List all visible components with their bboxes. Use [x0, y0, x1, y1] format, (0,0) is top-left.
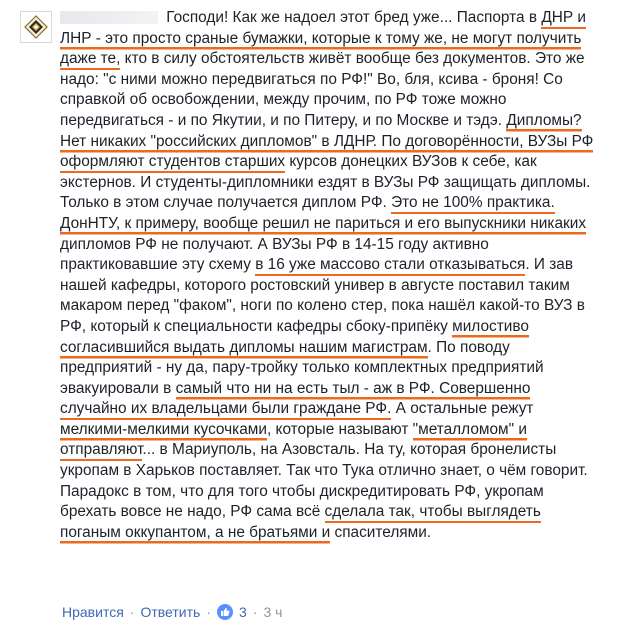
text-segment: спасителями. — [330, 523, 432, 541]
highlighted-text-segment: Это не 100% практика. ДонНТУ, к примеру, вообще решил не париться и его выпускники никаких — [60, 194, 586, 235]
highlighted-text-segment: в 16 уже массово стали отказываться — [255, 256, 525, 276]
comment-bubble — [60, 8, 600, 543]
highlighted-text-segment: мелкими-мелкими кусочками — [60, 421, 267, 441]
text-segment: , которые называют — [266, 420, 413, 438]
highlighted-text-segment: "металломом" и отправляют — [60, 421, 527, 462]
text-segment: . И зав нашей кафедры, которого ростовский универ в августе поставил таким макаром перед "факом", ноги по колено стер, пока нашёл какой-то ВУЗ в РФ, который к специальности кафедры сбоку-припёку — [60, 256, 585, 335]
avatar[interactable] — [20, 11, 52, 43]
text-segment: Господи! Как же надоел этот бред уже... Паспорта в — [162, 9, 542, 26]
highlighted-text-segment: сделала так, чтобы выглядеть поганым оккупантом, а не братьями и — [60, 503, 541, 544]
reply-link[interactable]: Ответить — [140, 604, 201, 620]
comment-text — [60, 8, 600, 543]
highlighted-text-segment: ДНР и ЛНР - это просто сраные бумажки, которые к тому же, не могут получить даже те, — [60, 9, 586, 70]
text-segment: кто в силу обстоятельств живёт вообще без документов. Это же надо: "с ними можно передвигаться по РФ!" Во, бля, ксива - броня! Со справкой об освобождении, между прочим, по РФ тоже можно передвигаться - и по Якутии, и по Питеру, и по Москве и тэдэ. — [60, 50, 585, 129]
separator: · — [129, 604, 135, 620]
text-segment: дипломов РФ не получают. А ВУЗы РФ в 14-15 году активно практиковавшие эту схему — [60, 235, 489, 274]
text-segment: А остальные режут — [391, 400, 534, 418]
highlighted-text-segment: Дипломы? Нет никаких "российских дипломов" в ЛДНР. По договорённости, ВУЗы РФ оформляют студентов старших — [60, 112, 593, 173]
text-segment: курсов донецких ВУЗов к себе, как экстернов. И студенты-дипломники ездят в ВУЗы РФ защищать дипломы. Только в этом случае получается диплом РФ. — [60, 153, 591, 212]
text-segment: . По поводу предприятий - ну да, пару-тройку только комплектных предприятий эвакуировали в — [60, 338, 544, 397]
text-segment: ... в Мариуполь, на Азовсталь. На ту, которая бронелисты укропам в Харьков поставляет. Так что Тука отлично знает, о чём говорит. Парадокс в том, что для того чтобы дискредитировать РФ, укропам брехать вовсе не надо, РФ сама всё — [60, 441, 588, 521]
author-name-redacted[interactable] — [60, 11, 158, 24]
comment-actions — [62, 604, 282, 620]
like-link[interactable]: Нравится — [62, 604, 124, 620]
highlighted-text-segment: милостиво согласившийся выдать дипломы нашим магистрам — [60, 318, 529, 359]
timestamp[interactable]: 3 ч — [263, 604, 283, 620]
highlighted-text-segment: самый что ни на есть тыл - аж в РФ. Совершенно случайно их владельцами были граждане РФ. — [60, 380, 530, 421]
separator: · — [252, 604, 258, 620]
reaction-count[interactable]: 3 — [238, 604, 247, 620]
emblem-avatar-icon — [23, 14, 49, 40]
thumbs-up-icon[interactable] — [217, 604, 233, 620]
separator: · — [206, 604, 211, 620]
